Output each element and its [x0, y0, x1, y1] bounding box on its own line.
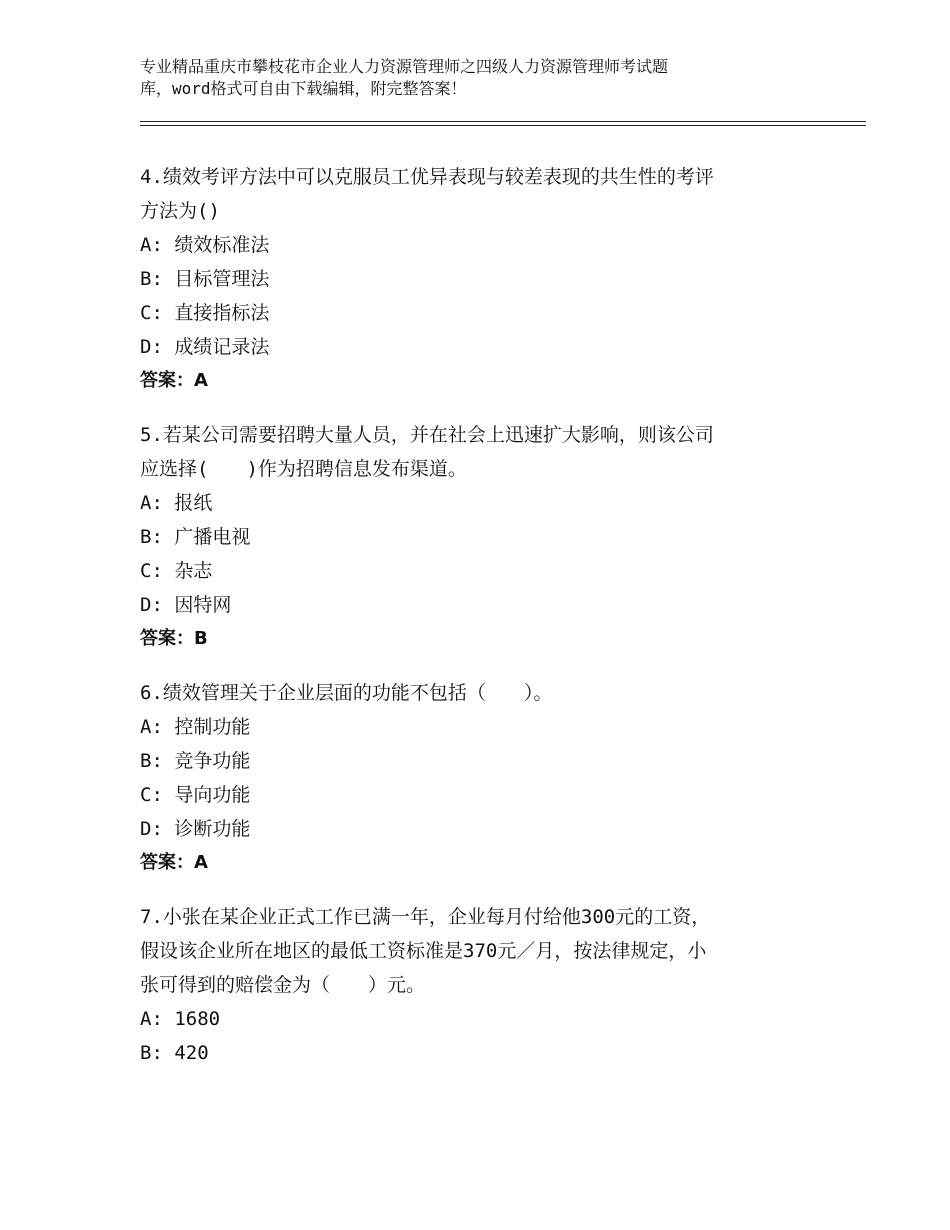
option-d [140, 588, 800, 622]
header-divider-top [140, 121, 866, 122]
option-text: 杂志 [174, 560, 213, 582]
option-text: 成绩记录法 [174, 336, 270, 358]
option-d [140, 330, 800, 364]
option-letter: A: [140, 492, 163, 514]
option-b [140, 744, 800, 778]
option-text: 因特网 [174, 594, 232, 616]
option-letter: A: [140, 716, 163, 738]
question-text-line: 假设该企业所在地区的最低工资标准是370元／月，按法律规定，小 [140, 940, 707, 962]
option-text: 导向功能 [174, 784, 251, 806]
question-7 [140, 900, 800, 1070]
header-line-2: 库，word格式可自由下载编辑，附完整答案！ [140, 79, 467, 98]
option-letter: B: [140, 750, 163, 772]
option-letter: A: [140, 1008, 163, 1030]
option-text: 控制功能 [174, 716, 251, 738]
question-text-line: 张可得到的赔偿金为（ ）元。 [140, 974, 426, 996]
question-list [140, 160, 800, 1090]
option-a [140, 486, 800, 520]
question-text-line: 4.绩效考评方法中可以克服员工优异表现与较差表现的共生性的考评 [140, 166, 714, 188]
option-text: 420 [174, 1042, 209, 1064]
answer-label: 答案：B [140, 628, 208, 649]
option-a [140, 1002, 800, 1036]
option-text: 竞争功能 [174, 750, 251, 772]
option-letter: D: [140, 818, 163, 840]
option-a [140, 710, 800, 744]
option-letter: B: [140, 1042, 163, 1064]
question-text-line: 7.小张在某企业正式工作已满一年，企业每月付给他300元的工资， [140, 906, 711, 928]
option-letter: A: [140, 234, 163, 256]
option-b [140, 262, 800, 296]
question-4 [140, 160, 800, 398]
option-text: 诊断功能 [174, 818, 251, 840]
question-6 [140, 676, 800, 880]
option-c [140, 296, 800, 330]
question-text-line: 应选择( )作为招聘信息发布渠道。 [140, 458, 467, 480]
option-letter: C: [140, 784, 163, 806]
option-letter: D: [140, 336, 163, 358]
header-divider-bottom [140, 125, 866, 126]
option-c [140, 554, 800, 588]
option-text: 广播电视 [174, 526, 251, 548]
option-c [140, 778, 800, 812]
option-letter: C: [140, 302, 163, 324]
option-letter: B: [140, 526, 163, 548]
option-d [140, 812, 800, 846]
option-text: 绩效标准法 [174, 234, 270, 256]
answer-label: 答案：A [140, 370, 208, 391]
option-letter: B: [140, 268, 163, 290]
question-text-line: 5.若某公司需要招聘大量人员，并在社会上迅速扩大影响，则该公司 [140, 424, 714, 446]
option-b [140, 1036, 800, 1070]
question-5 [140, 418, 800, 656]
option-b [140, 520, 800, 554]
option-letter: C: [140, 560, 163, 582]
question-text-line: 方法为() [140, 200, 220, 222]
option-text: 1680 [174, 1008, 221, 1030]
option-text: 目标管理法 [174, 268, 270, 290]
option-a [140, 228, 800, 262]
option-text: 报纸 [174, 492, 213, 514]
option-text: 直接指标法 [174, 302, 270, 324]
document-header [140, 56, 840, 100]
question-text-line: 6.绩效管理关于企业层面的功能不包括（ ）。 [140, 682, 553, 704]
option-letter: D: [140, 594, 163, 616]
header-line-1: 专业精品重庆市攀枝花市企业人力资源管理师之四级人力资源管理师考试题 [140, 57, 669, 76]
answer-label: 答案：A [140, 852, 208, 873]
